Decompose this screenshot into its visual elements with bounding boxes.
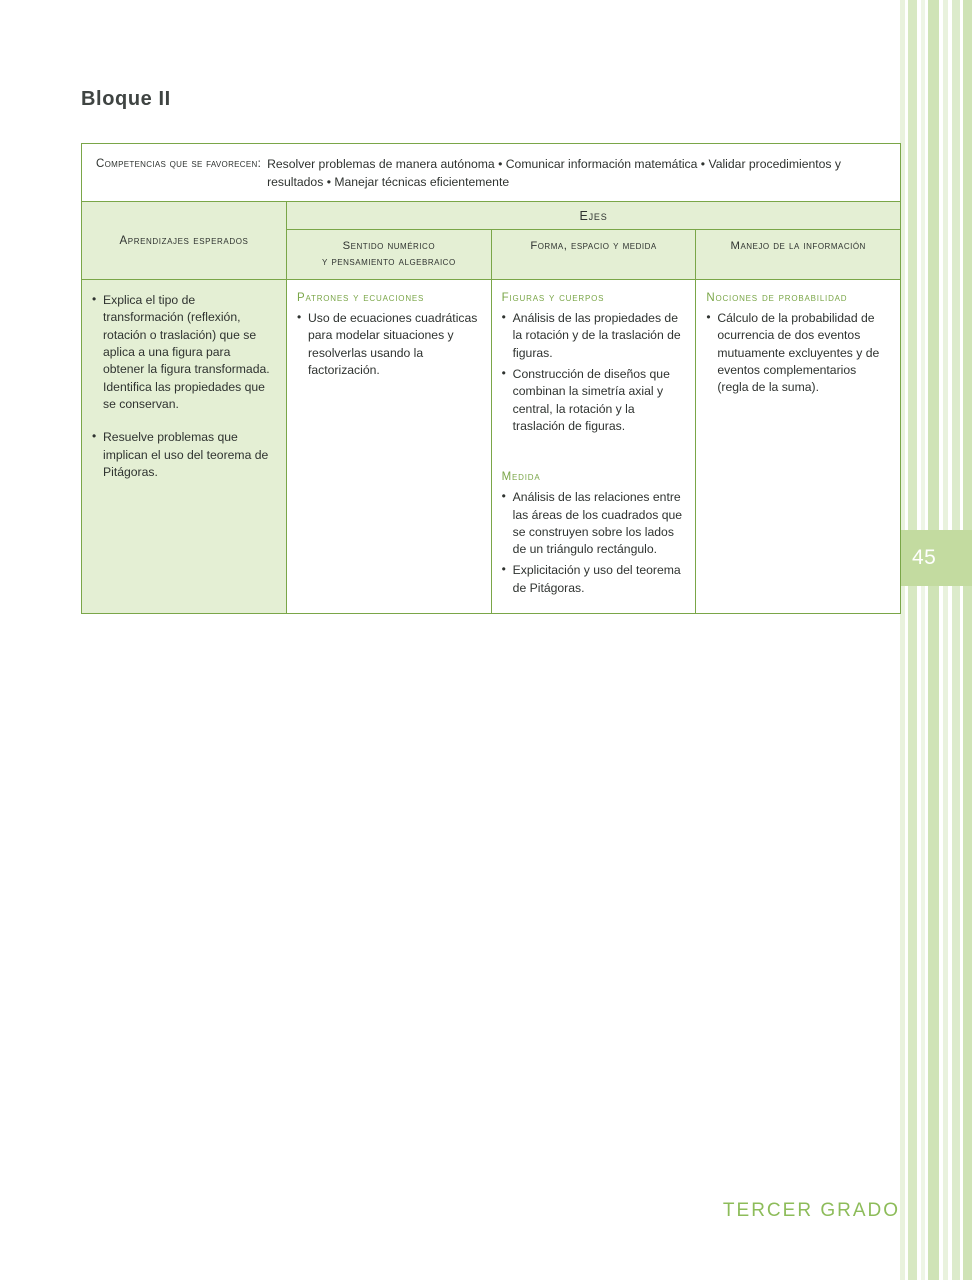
section-title-figuras: Figuras y cuerpos [501,291,605,304]
header-ejes-subcolumns [287,230,900,279]
header-aprendizajes [82,202,287,279]
list-item: • Explica el tipo de transformación (reflexión, rotación o traslación) que se aplica a una figura para obtener la figura transformada. Identifica las propiedades que se conservan. [92,292,274,413]
cell-eje-manejo [696,280,900,613]
patrones-list [297,310,479,379]
list-item: • Análisis de las propiedades de la rotación y de la traslación de figuras. [502,310,684,362]
page-number-band [900,530,972,586]
section-title-medida: Medida [501,471,541,484]
list-item: • Explicitación y uso del teorema de Pitágoras. [502,562,684,597]
competencies-row [82,144,900,202]
probabilidad-list [706,310,888,397]
header-ejes-group [287,202,900,279]
curriculum-table [81,143,901,614]
header-eje-manejo: Manejo de la información [695,230,900,279]
table-header-row [82,202,900,280]
medida-list [502,489,684,597]
header-eje-numerico [287,230,491,279]
page-number: 45 [912,546,937,569]
table-body-row [82,280,900,613]
decorative-stripes [900,0,972,1280]
list-item: • Cálculo de la probabilidad de ocurrencia de dos eventos mutuamente excluyentes y de eventos complementarios (regla de la suma). [706,310,888,397]
section-title-patrones: Patrones y ecuaciones [297,291,425,304]
header-ejes-label: Ejes [287,202,900,230]
list-item: • Uso de ecuaciones cuadráticas para modelar situaciones y resolverlas usando la factorización. [297,310,479,379]
page-title: Bloque II [81,88,171,110]
footer-label: TERCER GRADO [722,1200,900,1221]
competencies-text: Resolver problemas de manera autónoma • Comunicar información matemática • Validar procedimientos y resultados • Manejar técnicas eficientemente [267,157,842,189]
header-eje-forma: Forma, espacio y medida [491,230,696,279]
cell-aprendizajes [82,280,287,613]
header-eje-numerico-line2: y pensamiento algebraico [321,255,456,268]
section-title-probabilidad: Nociones de probabilidad [706,291,848,304]
competencies-label: Competencias que se favorecen: [96,158,262,170]
list-item: • Resuelve problemas que implican el uso del teorema de Pitágoras. [92,429,274,481]
header-eje-numerico-line1: Sentido numérico [342,240,436,253]
aprendizajes-list [92,292,274,481]
figuras-list [502,310,684,435]
cell-eje-forma [492,280,697,613]
cell-eje-numerico [287,280,492,613]
header-aprendizajes-label: Aprendizajes esperados [119,234,249,247]
list-item: • Análisis de las relaciones entre las áreas de los cuadrados que se construyen sobre los lados de un triángulo rectángulo. [502,489,684,558]
list-item: • Construcción de diseños que combinan la simetría axial y central, la rotación y la traslación de figuras. [502,366,684,435]
